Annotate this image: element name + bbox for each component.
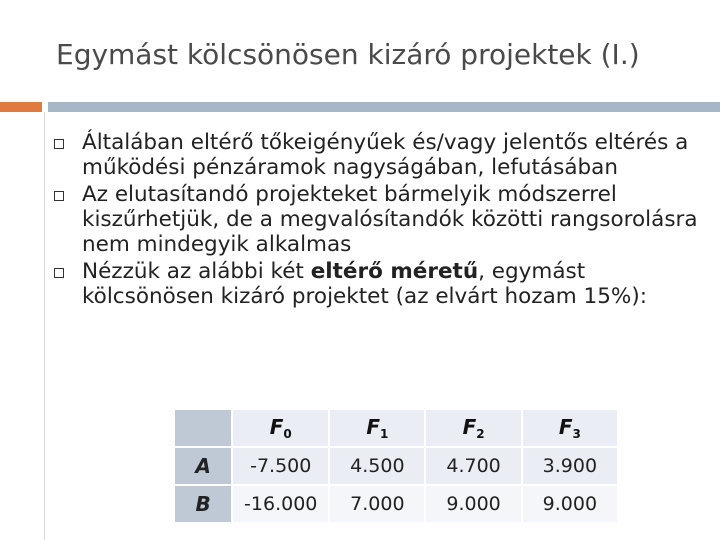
table-cell: 9.000 xyxy=(426,486,522,524)
bullet-text-part: Nézzük az alábbi két xyxy=(82,259,311,284)
column-header-f0: $F_0$ xyxy=(233,410,330,448)
bullet-list xyxy=(54,130,714,311)
row-label-a: A xyxy=(175,448,233,486)
accent-bar-blue xyxy=(48,102,720,112)
divider-line xyxy=(44,112,45,540)
table-cell: -16.000 xyxy=(233,486,330,524)
bullet-text: Az elutasítandó projekteket bármelyik módszerrel kiszűrhetjük, de a megvalósítandók közötti rangsorolásra nem mindegyik alkalmas xyxy=(82,182,698,257)
bullet-text: Általában eltérő tőkeigényűek és/vagy jelentős eltérés a működési pénzáramok nagyságában, lefutásában xyxy=(82,130,689,180)
table-row xyxy=(175,486,619,524)
column-header-f2: $F_2$ xyxy=(426,410,522,448)
square-bullet-icon xyxy=(54,268,64,278)
cashflow-table xyxy=(175,410,619,524)
bullet-text-part: , egymást kölcsönösen kizáró projektet (az elvárt hozam 15%): xyxy=(82,259,647,309)
accent-bar-orange xyxy=(0,102,42,112)
table-row xyxy=(175,448,619,486)
table-cell: 7.000 xyxy=(330,486,426,524)
table-cell: 9.000 xyxy=(523,486,619,524)
column-header-f3: $F_3$ xyxy=(523,410,619,448)
slide-title: Egymást kölcsönösen kizáró projektek (I.) xyxy=(56,38,640,71)
bullet-item xyxy=(54,182,714,257)
table-cell: -7.500 xyxy=(233,448,330,486)
table-cell: 3.900 xyxy=(523,448,619,486)
table-cell: 4.700 xyxy=(426,448,522,486)
square-bullet-icon xyxy=(54,139,64,149)
square-bullet-icon xyxy=(54,191,64,201)
table-header-row xyxy=(175,410,619,448)
column-header-f1: $F_1$ xyxy=(330,410,426,448)
bullet-text-emphasis: eltérő méretű xyxy=(310,259,479,284)
bullet-item xyxy=(54,259,714,309)
bullet-item xyxy=(54,130,714,180)
table-corner-cell xyxy=(175,410,233,448)
row-label-b: B xyxy=(175,486,233,524)
table-cell: 4.500 xyxy=(330,448,426,486)
